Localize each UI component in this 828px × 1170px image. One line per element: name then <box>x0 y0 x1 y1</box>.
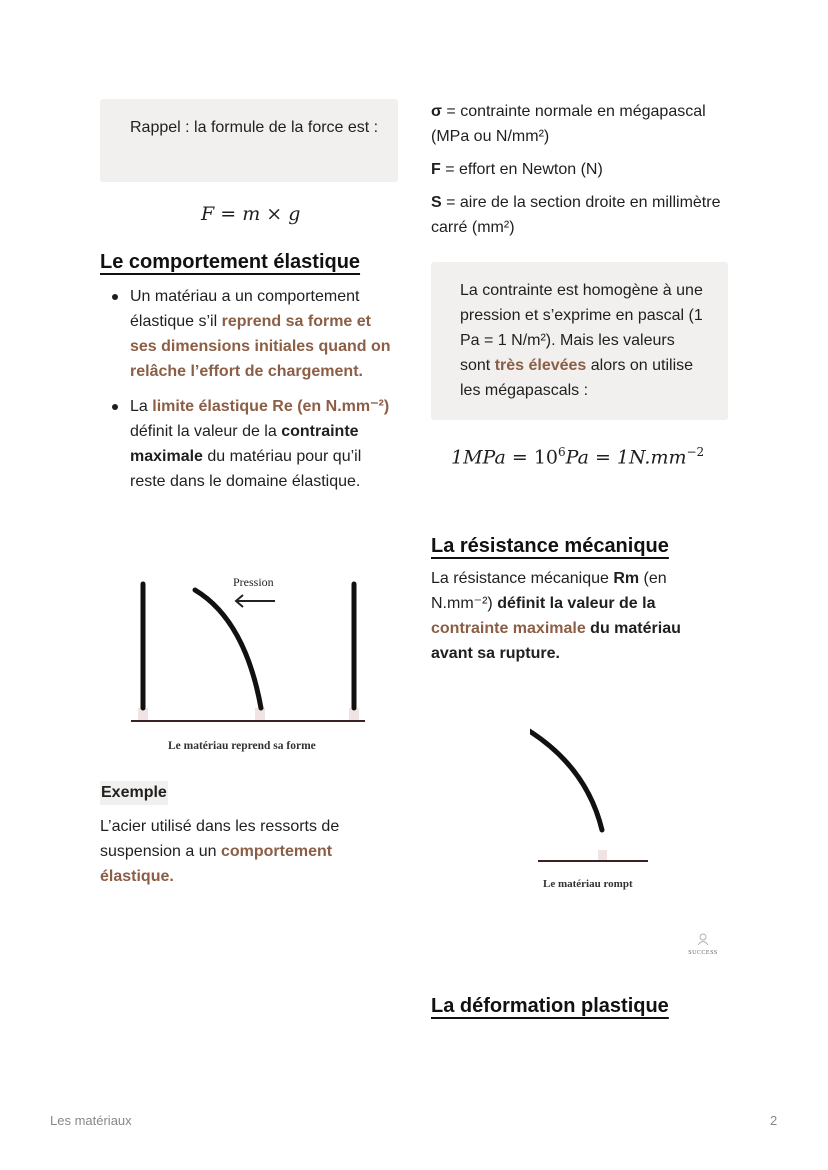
bullet-bold: contrainte maximale <box>130 423 359 465</box>
contrainte-text: alors on utilise les mégapascals : <box>460 357 694 399</box>
resistance-bold: définit la valeur de la <box>497 595 656 612</box>
arrow-left-icon <box>236 595 275 607</box>
beam-broken <box>530 722 602 830</box>
definition-text: = effort en Newton (N) <box>440 161 603 178</box>
formula-symbol: g <box>288 203 301 225</box>
formula-exponent: 6 <box>558 445 566 459</box>
bullet-highlight: limite élastique Re (en N.mm⁻²) <box>152 398 390 415</box>
resistance-bold: du matériau avant sa rupture. <box>431 620 681 662</box>
definition-f <box>431 157 741 182</box>
bullet-text: Un matériau a un comportement élastique s’il <box>130 288 360 330</box>
resistance-plain: La résistance mécanique <box>431 570 614 587</box>
formula-operator: = <box>214 203 243 225</box>
elastic-bullet-list <box>100 284 400 494</box>
formula-term: Pa <box>565 446 589 469</box>
definition-text: = aire de la section droite en millimètre carré (mm²) <box>431 194 721 236</box>
exemple-title: Exemple <box>100 781 168 805</box>
footer-title: Les matériaux <box>50 1113 132 1128</box>
formula-symbol: F <box>201 203 215 225</box>
resistance-plain: (en N.mm⁻²) <box>431 570 667 612</box>
pression-label: Pression <box>233 575 274 589</box>
formula-symbol: m <box>242 203 261 225</box>
resistance-highlight: contrainte maximale <box>431 620 586 637</box>
beam-bent <box>195 590 261 708</box>
list-item <box>100 394 400 494</box>
bullet-dot <box>112 294 118 300</box>
formula-term: 1MPa <box>451 446 506 469</box>
logo-emblem-icon <box>695 932 711 946</box>
formula-operator: = <box>588 446 617 469</box>
caption-rupture: Le matériau rompt <box>543 878 633 890</box>
resistance-text <box>431 566 721 666</box>
formula-term: 1N.mm <box>616 446 687 469</box>
formula-exponent: −2 <box>686 445 705 459</box>
bullet-text: définit la valeur de la <box>130 423 282 440</box>
rappel-text: Rappel : la formule de la force est : <box>130 119 379 136</box>
formula-force <box>201 202 300 227</box>
formula-operator: = <box>505 446 534 469</box>
contrainte-box <box>431 262 728 420</box>
heading-deformation-plastique: La déformation plastique <box>431 995 669 1017</box>
figure-rupture <box>530 710 660 870</box>
formula-operator: × <box>260 203 289 225</box>
exemple-highlight: comportement élastique. <box>100 843 333 885</box>
definitions <box>431 99 741 240</box>
definition-text: = contrainte normale en mégapascal (MPa ou N/mm²) <box>431 103 706 145</box>
contrainte-text: La contrainte est homogène à une pression et s’exprime en pascal (1 Pa = 1 N/m²). Mais les valeurs sont <box>460 282 703 374</box>
bullet-dot <box>112 404 118 410</box>
figure-elastic-deformation <box>125 570 375 760</box>
f-symbol: F <box>431 161 441 178</box>
rappel-box <box>100 99 398 182</box>
contrainte-highlight: très élevées <box>494 357 587 374</box>
definition-s <box>431 190 741 240</box>
exemple-plain: L’acier utilisé dans les ressorts de suspension a un <box>100 818 340 860</box>
formula-mpa <box>451 440 704 470</box>
success-logo <box>684 929 722 956</box>
heading-resistance-mecanique: La résistance mécanique <box>431 535 669 557</box>
list-item <box>100 284 400 384</box>
caption-elastic: Le matériau reprend sa forme <box>168 740 316 752</box>
definition-sigma <box>431 99 741 149</box>
bullet-highlight: reprend sa forme et ses dimensions initiales quand on relâche l’effort de chargement. <box>130 313 391 380</box>
beam-anchor-marker <box>598 850 607 861</box>
sigma-symbol: σ <box>431 103 442 120</box>
heading-comportement-elastique: Le comportement élastique <box>100 251 361 273</box>
exemple-text <box>100 814 375 889</box>
logo-text: SUCCESS <box>688 950 718 956</box>
page-number: 2 <box>770 1113 778 1128</box>
bullet-text: La <box>130 398 153 415</box>
resistance-bold: Rm <box>613 570 640 587</box>
bullet-text: du matériau pour qu’il reste dans le domaine élastique. <box>130 448 362 490</box>
s-symbol: S <box>431 194 442 211</box>
formula-term: 10 <box>533 446 558 469</box>
